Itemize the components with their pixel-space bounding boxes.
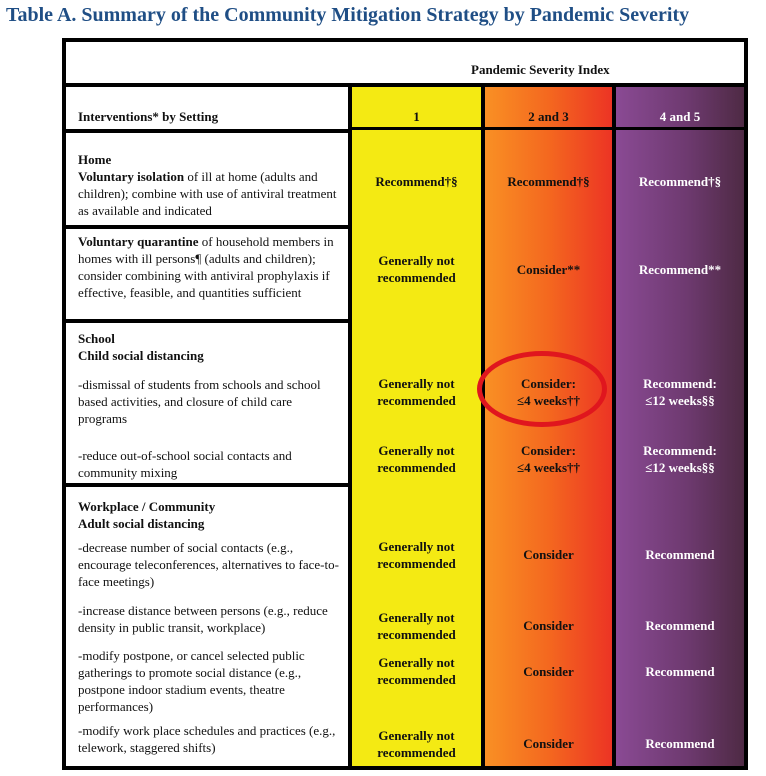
- voluntary-isolation-label: Voluntary isolation: [78, 169, 185, 184]
- workplace-r3-sev1: Generally not recommended: [377, 655, 456, 687]
- voluntary-quarantine-desc: of household members in homes with ill persons¶ (adults and children); consider combining with antiviral prophylaxis if effective, feasible, and quantities sufficient: [78, 234, 334, 300]
- interventions-header: Interventions* by Setting: [78, 109, 219, 124]
- isolation-sev45: Recommend†§: [638, 174, 722, 189]
- reduce-sev23-b: ≤4 weeks††: [516, 460, 581, 475]
- header-divider: [485, 127, 612, 130]
- severity-1-header: 1: [413, 109, 420, 124]
- dismissal-sev45-b: ≤12 weeks§§: [645, 393, 715, 408]
- workplace-row-1-text: -decrease number of social contacts (e.g., encourage teleconferences, alternatives to face-to-face meetings): [78, 540, 339, 589]
- workplace-r1-sev23: Consider: [523, 547, 574, 562]
- workplace-r2-sev23: Consider: [523, 618, 574, 633]
- dismissal-sev23-a: Consider:: [521, 376, 576, 391]
- school-reduce-contacts-text: -reduce out-of-school social contacts and community mixing: [78, 448, 292, 480]
- isolation-sev23: Recommend†§: [507, 174, 590, 189]
- table-title: Table A. Summary of the Community Mitigation Strategy by Pandemic Severity: [6, 4, 690, 26]
- school-section-label: School: [78, 331, 115, 346]
- reduce-sev23-a: Consider:: [521, 443, 576, 458]
- voluntary-isolation-desc: of ill at home (adults and children); combine with use of antiviral treatment as available and indicated: [78, 169, 337, 218]
- header-divider: [352, 127, 481, 130]
- reduce-sev45-b: ≤12 weeks§§: [645, 460, 715, 475]
- workplace-r3-sev23: Consider: [523, 664, 574, 679]
- isolation-sev1: Recommend†§: [375, 174, 458, 189]
- severity-1-column: [352, 87, 481, 766]
- workplace-r1-sev1: Generally not recommended: [377, 539, 456, 571]
- severity-2-3-column: [485, 87, 612, 766]
- header-divider: [616, 127, 744, 130]
- dismissal-sev23-b: ≤4 weeks††: [516, 393, 581, 408]
- school-cell: [66, 323, 348, 483]
- workplace-row-3-text: -modify postpone, or cancel selected public gatherings to promote social distance (e.g., postpone indoor stadium events, theatre performances): [78, 648, 305, 714]
- reduce-sev45-a: Recommend:: [643, 443, 717, 458]
- home-isolation-cell: [66, 133, 348, 225]
- quarantine-sev45: Recommend**: [638, 262, 722, 277]
- severity-4-5-header: 4 and 5: [659, 109, 701, 124]
- home-quarantine-text: [78, 233, 342, 301]
- interventions-column: [66, 87, 348, 766]
- workplace-r1-sev45: Recommend: [645, 547, 715, 562]
- home-isolation-text: [78, 151, 342, 219]
- header-band: [66, 42, 744, 83]
- pandemic-severity-index-label: Pandemic Severity Index: [471, 62, 610, 77]
- school-dismissal-text: -dismissal of students from schools and school based activities, and closure of child care programs: [78, 377, 321, 426]
- quarantine-sev1: Generally not recommended: [377, 253, 456, 285]
- reduce-sev1: Generally not recommended: [377, 443, 456, 475]
- workplace-r4-sev1: Generally not recommended: [377, 728, 456, 760]
- workplace-section-label: Workplace / Community: [78, 499, 216, 514]
- workplace-row-4-text: -modify work place schedules and practices (e.g., telework, staggered shifts): [78, 723, 336, 755]
- workplace-r3-sev45: Recommend: [645, 664, 715, 679]
- adult-distancing-label: Adult social distancing: [78, 516, 205, 531]
- workplace-r4-sev23: Consider: [523, 736, 574, 751]
- workplace-cell: [66, 487, 348, 766]
- dismissal-sev1: Generally not recommended: [377, 376, 456, 408]
- voluntary-quarantine-label: Voluntary quarantine: [78, 234, 199, 249]
- dismissal-sev45-a: Recommend:: [643, 376, 717, 391]
- child-distancing-label: Child social distancing: [78, 348, 204, 363]
- home-section-label: Home: [78, 152, 112, 167]
- workplace-row-2-text: -increase distance between persons (e.g., reduce density in public transit, workplace): [78, 603, 328, 635]
- severity-2-3-header: 2 and 3: [528, 109, 569, 124]
- workplace-r2-sev1: Generally not recommended: [377, 610, 456, 642]
- workplace-r4-sev45: Recommend: [645, 736, 715, 751]
- mitigation-table: [62, 38, 748, 770]
- quarantine-sev23: Consider**: [516, 262, 581, 277]
- severity-4-5-column: [616, 87, 744, 766]
- workplace-r2-sev45: Recommend: [645, 618, 715, 633]
- home-quarantine-cell: [66, 229, 348, 319]
- header-interventions-cell: [66, 87, 348, 129]
